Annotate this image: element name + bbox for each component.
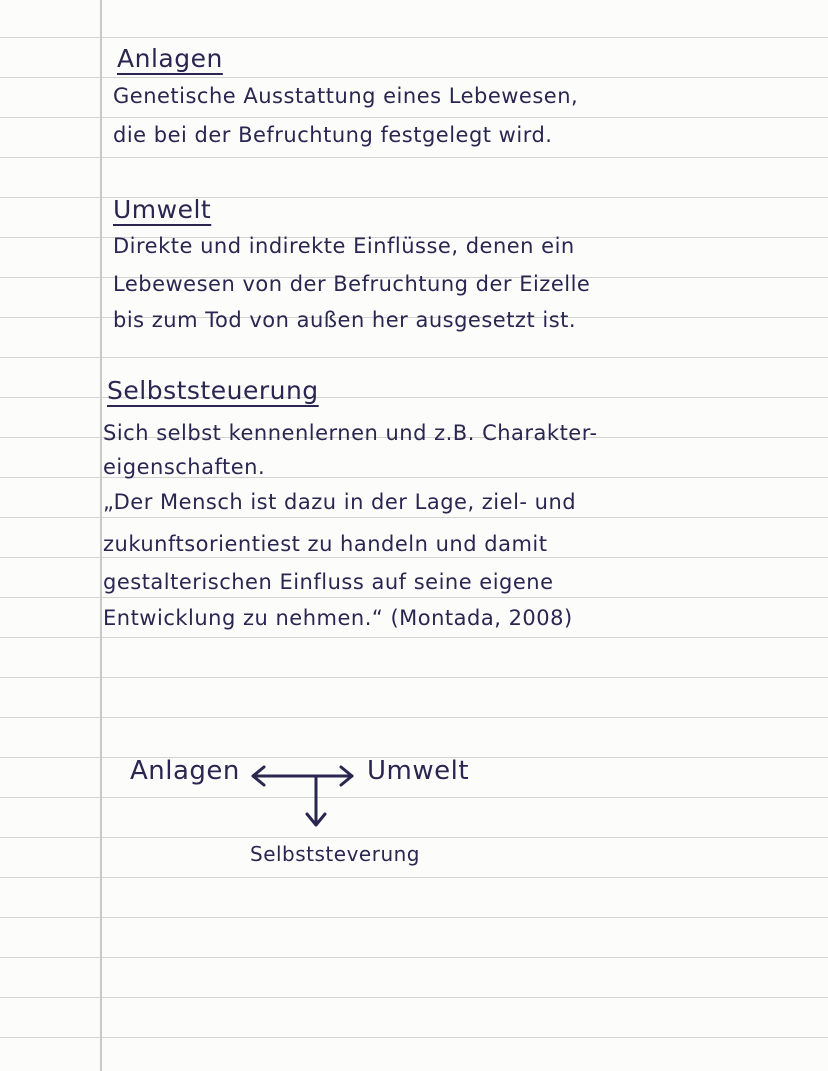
diagram-label-selbststeuerung: Selbststeverung <box>250 842 420 866</box>
diagram-label-umwelt: Umwelt <box>367 756 470 786</box>
heading-anlagen: Anlagen <box>117 44 223 73</box>
text-line: die bei der Befruchtung festgelegt wird. <box>113 123 553 147</box>
text-line: „Der Mensch ist dazu in der Lage, ziel- und <box>103 490 577 514</box>
text-line: Genetische Ausstattung eines Lebewesen, <box>113 84 579 108</box>
text-line: Lebewesen von der Befruchtung der Eizelle <box>113 272 591 296</box>
text-line: eigenschaften. <box>103 455 266 479</box>
heading-selbststeuerung: Selbststeuerung <box>107 376 319 405</box>
text-line: gestalterischen Einfluss auf seine eigene <box>103 570 554 594</box>
text-line: Direkte und indirekte Einflüsse, denen ein <box>113 234 575 258</box>
text-line: Entwicklung zu nehmen.“ (Montada, 2008) <box>103 606 573 630</box>
text-line: bis zum Tod von außen her ausgesetzt ist. <box>113 308 577 332</box>
diagram-label-anlagen: Anlagen <box>130 756 240 786</box>
text-line: Sich selbst kennenlernen und z.B. Charakter- <box>103 421 598 445</box>
heading-umwelt: Umwelt <box>113 195 212 224</box>
text-line: zukunftsorientiest zu handeln und damit <box>103 532 548 556</box>
